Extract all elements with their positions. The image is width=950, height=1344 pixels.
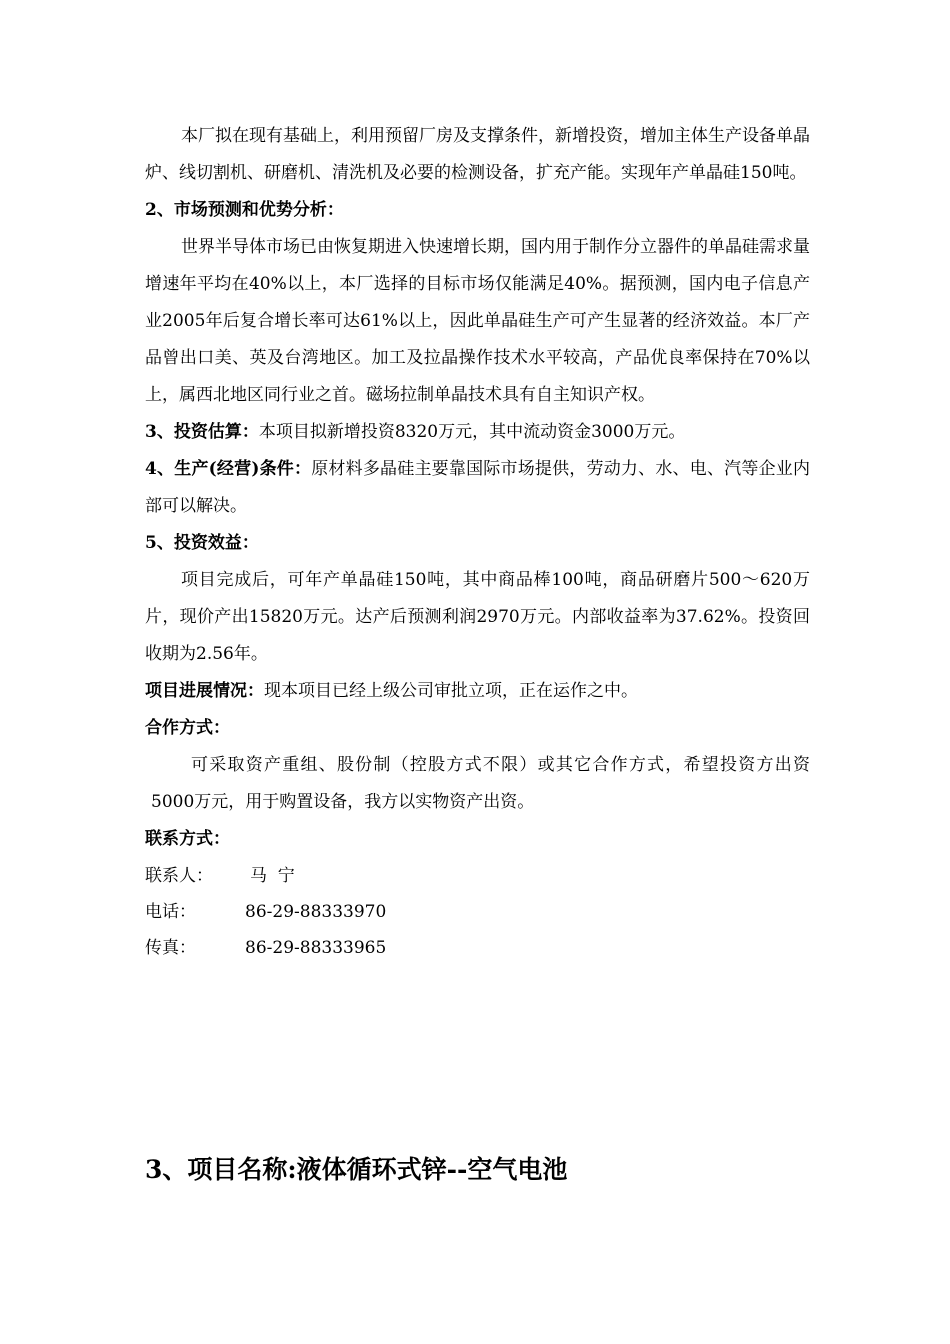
contact-person-value: 马 宁 [250, 866, 295, 886]
progress-heading: 项目进展情况： [145, 681, 264, 701]
cooperation-paragraph: 可采取资产重组、股份制（控股方式不限）或其它合作方式，希望投资方出资5000万元，用于购置设备，我方以实物资产出资。 [151, 755, 810, 812]
contact-phone-value: 86-29-88333970 [245, 902, 387, 922]
next-section-title: 3、项目名称:液体循环式锌--空气电池 [145, 1155, 568, 1184]
investment-heading: 3、投资估算： [145, 422, 259, 442]
investment-text: 本项目拟新增投资8320万元，其中流动资金3000万元。 [258, 422, 686, 442]
contact-heading: 联系方式： [145, 829, 230, 849]
progress-text: 现本项目已经上级公司审批立项，正在运作之中。 [264, 681, 638, 701]
document-body [145, 118, 810, 966]
cooperation-heading: 合作方式： [145, 718, 230, 738]
contact-person-row [145, 858, 810, 894]
contact-fax-label: 传真： [145, 938, 196, 958]
progress-line [145, 673, 810, 710]
contact-phone-row [145, 894, 810, 930]
benefit-heading: 5、投资效益： [145, 533, 259, 553]
market-heading: 2、市场预测和优势分析： [145, 200, 344, 220]
conditions-line [145, 451, 810, 525]
contact-phone-label: 电话： [145, 902, 196, 922]
intro-paragraph: 本厂拟在现有基础上，利用预留厂房及支撑条件，新增投资，增加主体生产设备单晶炉、线切割机、研磨机、清洗机及必要的检测设备，扩充产能。实现年产单晶硅150吨。 [145, 126, 810, 183]
investment-line [145, 414, 810, 451]
benefit-paragraph: 项目完成后，可年产单晶硅150吨，其中商品棒100吨，商品研磨片500～620万片，现价产出15820万元。达产后预测利润2970万元。内部收益率为37.62%。投资回收期为2.56年。 [145, 570, 810, 664]
contact-fax-value: 86-29-88333965 [245, 938, 387, 958]
market-paragraph: 世界半导体市场已由恢复期进入快速增长期，国内用于制作分立器件的单晶硅需求量增速年平均在40%以上，本厂选择的目标市场仅能满足40%。据预测，国内电子信息产业2005年后复合增长率可达61%以上，因此单晶硅生产可产生显著的经济效益。本厂产品曾出口美、英及台湾地区。加工及拉晶操作技术水平较高，产品优良率保持在70%以上，属西北地区同行业之首。磁场拉制单晶技术具有自主知识产权。 [145, 237, 810, 405]
contact-fax-row [145, 930, 810, 966]
conditions-heading: 4、生产(经营)条件： [145, 459, 312, 479]
contact-person-label: 联系人： [145, 866, 213, 886]
conditions-text: 原材料多晶硅主要靠国际市场提供，劳动力、水、电、汽等企业内部可以解决。 [145, 459, 811, 516]
